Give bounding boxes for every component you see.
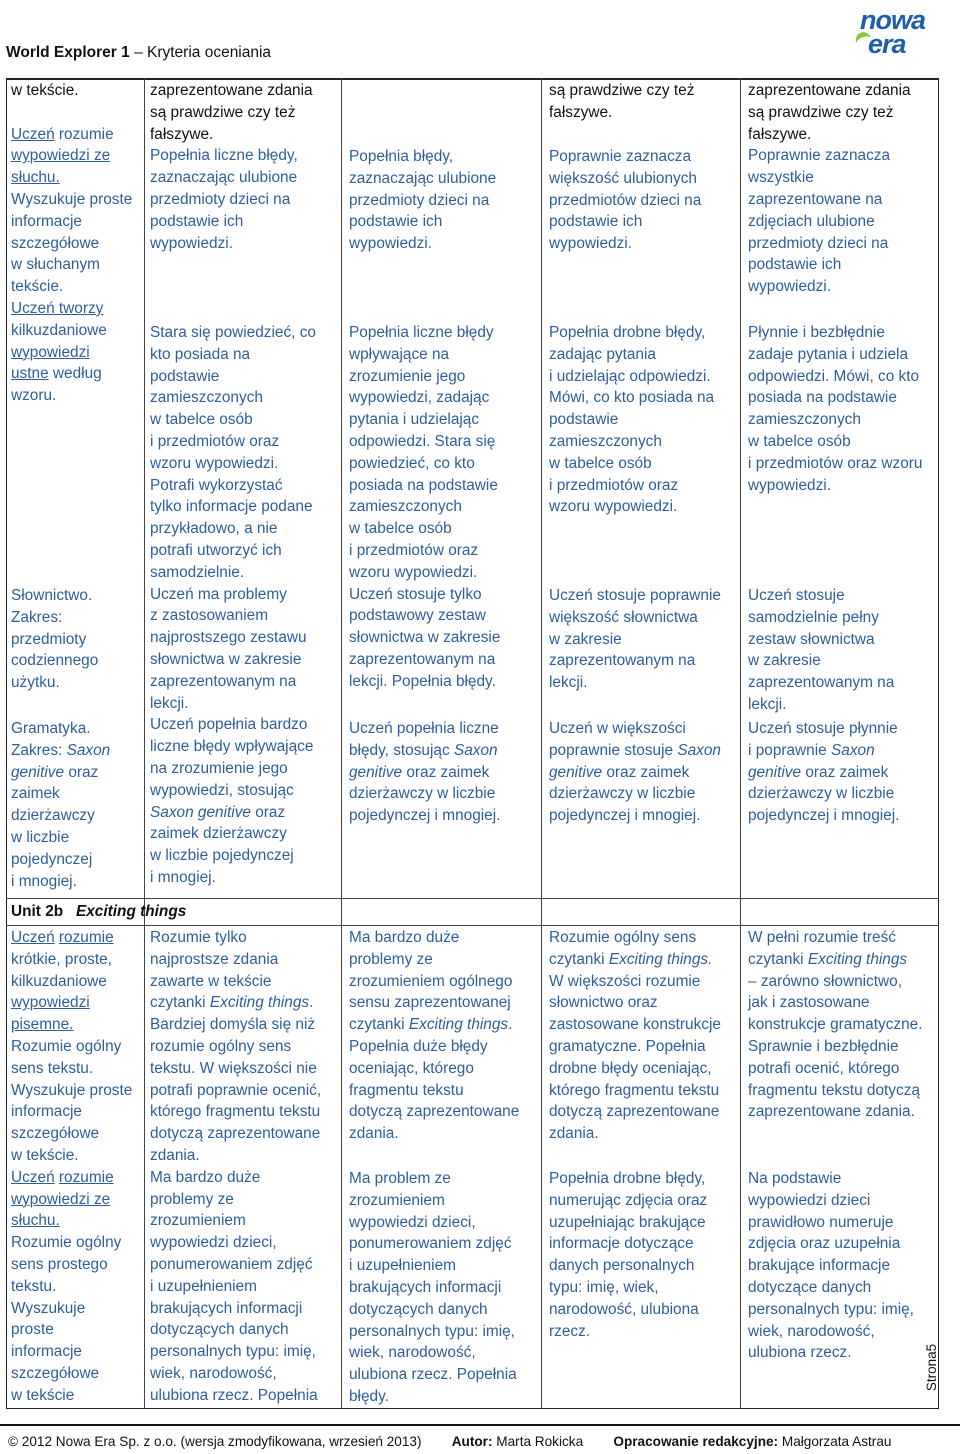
cell-line: wypowiedzi dzieci,: [150, 1234, 277, 1252]
cell-line: W pełni rozumie treść: [748, 929, 896, 946]
s1-col-grade3: [349, 146, 496, 255]
cell-line: lekcji.: [150, 694, 189, 712]
cell-line: sensu zaprezentowanej: [349, 994, 511, 1012]
cell-line: w tabelce osób: [150, 411, 253, 429]
cell-line: i poprawnie Saxon: [748, 741, 875, 759]
cell-line: Uczeń rozumie: [11, 125, 114, 143]
cell-line: konstrukcje gramatyczne.: [748, 1016, 923, 1034]
page-number: [924, 1340, 958, 1400]
cell-line: posiada na podstawie: [748, 389, 897, 407]
s2-col-topic: [11, 927, 132, 1407]
cell-line: podstawie ich: [349, 213, 443, 231]
cell-line: Uczeń w większości: [549, 720, 686, 737]
cell-line: Potrafi wykorzystać: [150, 476, 283, 494]
cell-line: szczegółowe: [11, 1125, 100, 1143]
cell-line: ulubiona rzecz. Popełnia: [349, 1366, 517, 1384]
cell-line: fałszywe.: [748, 125, 812, 143]
cell-line: oceniając, którego: [349, 1059, 474, 1077]
cell-line: wiek, narodowość,: [349, 1344, 476, 1362]
cell-line: Uczeń stosuje: [748, 587, 845, 604]
cell-line: którego fragmentu tekstu: [150, 1103, 321, 1121]
cell-line: potrafi poprawnie ocenić,: [150, 1081, 322, 1099]
cell-line: zaprezentowane zdania.: [748, 1103, 915, 1121]
cell-line: wiek, narodowość,: [150, 1364, 277, 1382]
cell-line: Uczeń stosuje płynnie: [748, 720, 898, 737]
cell-line: sens prostego: [11, 1255, 108, 1273]
cell-line: Poprawnie zaznacza: [549, 148, 692, 165]
cell-line: Ma bardzo duże: [150, 1168, 261, 1186]
page-number-label: Strona5: [924, 1343, 940, 1392]
cell-line: pojedynczej i mnogiej.: [748, 807, 900, 825]
cell-line: genitive oraz: [11, 763, 99, 781]
cell-line: w liczbie: [11, 828, 70, 846]
cell-line: potrafi utworzyć ich: [150, 541, 282, 559]
cell-line: i przedmiotów oraz: [349, 541, 479, 559]
document-title-sub: – Kryteria oceniania: [134, 44, 272, 61]
cell-line: drobne błędy oceniając,: [549, 1059, 712, 1077]
s1-col-grade5-speaking: [748, 322, 923, 496]
cell-line: dzierżawczy w liczbie: [349, 785, 496, 803]
cell-line: wzoru wypowiedzi.: [349, 563, 478, 581]
cell-line: w tabelce osób: [549, 454, 652, 472]
cell-line: – zarówno słownictwo,: [748, 972, 902, 990]
nowa-era-logo: [858, 6, 932, 66]
cell-line: personalnych typu: imię,: [748, 1300, 914, 1318]
cell-line: przedmioty: [11, 630, 87, 648]
cell-line: przykładowo, a nie: [150, 520, 278, 538]
cell-line: zaimek dzierżawczy: [150, 825, 287, 843]
cell-line: dzierżawczy w liczbie: [549, 785, 696, 803]
cell-line: dzierżawczy: [11, 807, 95, 825]
s1-col-grade2-speaking: [150, 322, 316, 889]
cell-line: szczegółowe: [11, 234, 100, 252]
cell-line: Poprawnie zaznacza: [748, 147, 891, 165]
cell-line: Wyszukuje: [11, 1299, 86, 1317]
cell-line: zaprezentowanym na: [549, 652, 696, 670]
cell-line: posiada na podstawie: [349, 476, 498, 494]
cell-line: najprostszego zestawu: [150, 629, 307, 647]
cell-line: lekcji. Popełnia błędy.: [349, 672, 496, 690]
cell-line: zamieszczonych: [349, 498, 462, 516]
page-footer: [0, 1410, 960, 1454]
cell-line: zdjęciach ulubione: [748, 212, 875, 230]
cell-line: Popełnia błędy,: [349, 148, 454, 165]
cell-line: Uczeń ma problemy: [150, 585, 287, 603]
s1-col-topic-vocab: [11, 585, 98, 694]
cell-line: zadaje pytania i udziela: [748, 345, 909, 363]
s2-col-grade5-listening: [748, 1168, 914, 1364]
cell-line: większość ulubionych: [549, 169, 697, 187]
s1-col-grade4-speaking: [549, 322, 714, 518]
cell-line: którego fragmentu tekstu: [549, 1081, 720, 1099]
cell-line: Zakres:: [11, 608, 63, 626]
cell-line: problemy ze: [349, 950, 433, 968]
cell-line: zrozumienie jego: [349, 367, 466, 385]
cell-line: tekstu. W większości nie: [150, 1059, 317, 1077]
cell-line: Ma problem ze: [349, 1170, 451, 1187]
cell-line: pytania i udzielając: [349, 411, 480, 429]
cell-line: Rozumie tylko: [150, 929, 247, 946]
cell-line: i mnogiej.: [11, 872, 77, 890]
cell-line: zdania.: [549, 1125, 599, 1143]
cell-line: wypowiedzi: [11, 994, 90, 1012]
s2-col-grade3-listening: [349, 1168, 517, 1408]
cell-line: wszystkie: [748, 169, 814, 187]
cell-line: najprostsze zdania: [150, 950, 279, 968]
unit-divider-top: [6, 898, 939, 899]
s1-col-grade4-listening: [549, 146, 701, 255]
column-divider: [740, 78, 741, 1408]
cell-line: wypowiedzi.: [549, 235, 632, 253]
cell-line: większość słownictwa: [549, 608, 698, 626]
page-header: [0, 0, 960, 78]
cell-line: czytanki Exciting things: [748, 950, 908, 968]
cell-line: wypowiedzi.: [748, 278, 831, 296]
cell-line: zdania.: [150, 1146, 200, 1164]
cell-line: proste: [11, 1321, 54, 1339]
cell-line: Rozumie ogólny sens: [549, 929, 697, 946]
cell-line: podstawowy zestaw: [349, 607, 486, 625]
cell-line: zamieszczonych: [549, 432, 662, 450]
cell-line: czytanki Exciting things.: [549, 950, 713, 968]
s1-col-grade3-grammar: [349, 718, 500, 827]
cell-line: wypowiedzi dzieci: [748, 1191, 871, 1209]
cell-line: i mnogiej.: [150, 868, 216, 886]
footer-author: Marta Rokicka: [496, 1434, 584, 1449]
cell-line: tylko informacje podane: [150, 498, 313, 516]
cell-line: dotyczących danych: [349, 1300, 488, 1318]
s1-col-grade5: [748, 80, 911, 298]
cell-line: dotyczące danych: [748, 1278, 872, 1296]
s1-col-grade4-grammar: [549, 718, 721, 827]
cell-line: wzoru wypowiedzi.: [549, 498, 678, 516]
cell-line: Na podstawie: [748, 1170, 842, 1187]
s1-col-grade5-vocab: [748, 585, 894, 716]
cell-line: Wyszukuje proste: [11, 1081, 133, 1099]
cell-line: podstawie: [549, 411, 619, 429]
cell-line: słownictwo oraz: [549, 994, 658, 1012]
cell-line: wypowiedzi ze: [11, 147, 111, 165]
cell-line: wypowiedzi ze: [11, 1190, 111, 1208]
cell-line: ponumerowaniem zdjęć: [349, 1235, 512, 1253]
cell-line: genitive oraz zaimek: [349, 763, 490, 781]
s2-col-grade4: [549, 927, 721, 1145]
cell-line: i uzupełnieniem: [349, 1257, 456, 1275]
cell-line: pojedynczej i mnogiej.: [349, 807, 501, 825]
cell-line: zaznaczając ulubione: [349, 169, 497, 187]
cell-line: fałszywe.: [150, 125, 214, 143]
cell-line: uzupełniając brakujące: [549, 1213, 706, 1231]
cell-line: Sprawnie i bezbłędnie: [748, 1037, 899, 1055]
cell-line: w tekście.: [11, 1146, 79, 1164]
cell-line: zamieszczonych: [748, 411, 861, 429]
cell-line: wypowiedzi: [11, 343, 90, 361]
cell-line: zadając pytania: [549, 345, 656, 363]
cell-line: fałszywe.: [549, 103, 613, 121]
cell-line: wypowiedzi, zadając: [349, 389, 490, 407]
s1-col-topic-grammar: [11, 718, 110, 892]
cell-line: Uczeń popełnia liczne: [349, 720, 499, 737]
cell-line: w tekście: [11, 1386, 75, 1404]
logo-text-era: era: [868, 29, 906, 59]
cell-line: jak i zastosowane: [748, 994, 870, 1012]
cell-line: błędy.: [349, 1387, 389, 1405]
cell-line: szczegółowe: [11, 1364, 100, 1382]
cell-line: Uczeń rozumie: [11, 929, 114, 946]
cell-line: w słuchanym: [11, 256, 100, 274]
s1-col-grade4: [549, 80, 694, 124]
cell-line: pisemne.: [11, 1016, 74, 1034]
cell-line: wypowiedzi.: [748, 476, 831, 494]
cell-line: zawarte w tekście: [150, 972, 272, 990]
cell-line: rozumie ogólny sens: [150, 1037, 292, 1055]
cell-line: są prawdziwe czy też: [150, 103, 296, 121]
cell-line: są prawdziwe czy też: [748, 103, 894, 121]
cell-line: krótkie, proste,: [11, 950, 112, 968]
cell-line: zaprezentowanym na: [748, 674, 895, 692]
footer-text: [8, 1434, 891, 1449]
cell-line: wypowiedzi dzieci,: [349, 1213, 476, 1231]
cell-line: genitive oraz zaimek: [549, 763, 690, 781]
cell-line: użytku.: [11, 674, 60, 692]
cell-line: Wyszukuje proste: [11, 190, 133, 208]
cell-line: fragmentu tekstu: [349, 1081, 464, 1099]
cell-line: słuchu.: [11, 1212, 60, 1230]
cell-line: wiek, narodowość,: [748, 1322, 875, 1340]
cell-line: problemy ze: [150, 1190, 234, 1208]
cell-line: poprawnie stosuje Saxon: [549, 741, 721, 759]
cell-line: podstawie ich: [150, 212, 244, 230]
cell-line: w tabelce osób: [748, 432, 851, 450]
s2-col-grade2: [150, 927, 321, 1407]
cell-line: Bardziej domyśla się niż: [150, 1016, 316, 1034]
cell-line: informacje: [11, 1343, 82, 1361]
cell-line: i przedmiotów oraz: [150, 432, 280, 450]
cell-line: ulubiona rzecz.: [748, 1344, 852, 1362]
s1-col-grade2: [150, 80, 313, 254]
cell-line: personalnych typu: imię,: [150, 1343, 316, 1361]
column-divider: [341, 78, 342, 1408]
cell-line: wzoru wypowiedzi.: [150, 454, 279, 472]
cell-line: brakujących informacji: [349, 1278, 502, 1296]
cell-line: sens tekstu.: [11, 1059, 94, 1077]
s1-col-grade5-grammar: [748, 718, 899, 827]
cell-line: wzoru.: [11, 387, 57, 405]
cell-line: zaprezentowane zdania: [748, 82, 911, 99]
cell-line: zastosowane konstrukcje: [549, 1016, 721, 1034]
cell-line: kto posiada na: [150, 345, 251, 363]
cell-line: Uczeń tworzy: [11, 299, 104, 317]
cell-line: odpowiedzi. Mówi, co kto: [748, 367, 920, 385]
cell-line: numerując zdjęcia oraz: [549, 1191, 708, 1209]
cell-line: w zakresie: [549, 630, 622, 648]
cell-line: podstawie ich: [748, 256, 842, 274]
cell-line: rzecz.: [549, 1322, 591, 1340]
cell-line: lekcji.: [748, 695, 787, 713]
cell-line: Uczeń stosuje tylko: [349, 585, 482, 603]
cell-line: czytanki Exciting things.: [150, 994, 314, 1012]
cell-line: przedmioty dzieci na: [349, 191, 490, 209]
cell-line: prawidłowo numeruje: [748, 1213, 894, 1231]
cell-line: informacje: [11, 1103, 82, 1121]
cell-line: Mówi, co kto posiada na: [549, 389, 715, 407]
cell-line: samodzielnie pełny: [748, 608, 879, 626]
document-title-main: World Explorer 1: [6, 44, 130, 61]
cell-line: ponumerowaniem zdjęć: [150, 1255, 313, 1273]
cell-line: zaprezentowane zdania: [150, 82, 313, 99]
cell-line: Popełnia drobne błędy,: [549, 324, 706, 341]
cell-line: zdania.: [349, 1125, 399, 1143]
cell-line: Rozumie ogólny: [11, 1037, 122, 1055]
cell-line: zestaw słownictwa: [748, 630, 875, 648]
cell-line: Słownictwo.: [11, 587, 93, 604]
cell-line: dzierżawczy w liczbie: [748, 785, 895, 803]
cell-line: wypowiedzi, stosując: [150, 781, 294, 799]
cell-line: codziennego: [11, 652, 99, 670]
cell-line: Gramatyka.: [11, 720, 91, 737]
s2-col-grade4-listening: [549, 1168, 707, 1342]
unit-label: Unit 2b: [11, 903, 64, 920]
cell-line: zaimek: [11, 785, 60, 803]
footer-author-label: Autor:: [451, 1434, 493, 1449]
cell-line: Ma bardzo duże: [349, 929, 460, 946]
s2-col-grade3: [349, 927, 519, 1145]
document-title: [6, 44, 271, 62]
cell-line: dotyczą zaprezentowane: [150, 1125, 321, 1143]
cell-line: i uzupełnieniem: [150, 1277, 257, 1295]
cell-line: Rozumie ogólny: [11, 1234, 122, 1252]
cell-line: Popełnia liczne błędy,: [150, 147, 298, 165]
cell-line: Saxon genitive oraz: [150, 803, 286, 821]
cell-line: i udzielając odpowiedzi.: [549, 367, 711, 385]
footer-editor: Małgorzata Astrau: [781, 1434, 892, 1449]
cell-line: podstawie: [150, 367, 220, 385]
cell-line: dotyczą zaprezentowane: [349, 1103, 520, 1121]
s1-col-topic: [11, 80, 132, 407]
cell-line: [11, 102, 132, 124]
cell-line: w liczbie pojedynczej: [150, 847, 294, 865]
cell-line: Zakres: Saxon: [11, 741, 111, 759]
cell-line: samodzielnie.: [150, 563, 245, 581]
cell-line: liczne błędy wpływające: [150, 738, 314, 756]
cell-line: gramatyczne. Popełnia: [549, 1037, 706, 1055]
cell-line: kilkuzdaniowe: [11, 321, 107, 339]
cell-line: są prawdziwe czy też: [549, 82, 695, 99]
cell-line: i przedmiotów oraz: [549, 476, 679, 494]
cell-line: personalnych typu: imię,: [349, 1322, 515, 1340]
cell-line: zaprezentowanym na: [349, 650, 496, 668]
cell-line: danych personalnych: [549, 1257, 695, 1275]
s2-col-grade5: [748, 927, 923, 1123]
cell-line: Uczeń stosuje poprawnie: [549, 587, 721, 604]
cell-line: powiedzieć, co kto: [349, 454, 475, 472]
cell-line: zaprezentowane na: [748, 190, 883, 208]
footer-divider: [0, 1424, 960, 1426]
s1-col-grade3-speaking: [349, 322, 500, 693]
column-divider: [144, 78, 145, 1408]
cell-line: Popełnia duże błędy: [349, 1037, 488, 1055]
cell-line: na zrozumienie jego: [150, 759, 288, 777]
cell-line: słownictwa w zakresie: [150, 650, 302, 668]
cell-line: przedmiotów dzieci na: [549, 191, 702, 209]
cell-line: wypowiedzi.: [349, 235, 432, 253]
cell-line: informacje dotyczące: [549, 1235, 694, 1253]
cell-line: w zakresie: [748, 652, 821, 670]
cell-line: zrozumieniem: [349, 1191, 445, 1209]
unit-title: Exciting things: [75, 903, 187, 920]
cell-line: brakujących informacji: [150, 1299, 303, 1317]
cell-line: czytanki Exciting things.: [349, 1016, 513, 1034]
cell-line: ustne według: [11, 365, 102, 383]
cell-line: W większości rozumie: [549, 972, 701, 990]
cell-line: Uczeń popełnia bardzo: [150, 716, 308, 734]
cell-line: Płynnie i bezbłędnie: [748, 324, 885, 341]
cell-line: odpowiedzi. Stara się: [349, 432, 496, 450]
unit-divider-bottom: [6, 925, 939, 926]
cell-line: zrozumieniem: [150, 1212, 246, 1230]
cell-line: wpływające na: [349, 345, 450, 363]
cell-line: słownictwa w zakresie: [349, 629, 501, 647]
cell-line: potrafi ocenić, którego: [748, 1059, 900, 1077]
cell-line: przedmioty dzieci na: [150, 190, 291, 208]
cell-line: pojedynczej: [11, 850, 93, 868]
cell-line: i przedmiotów oraz wzoru: [748, 454, 923, 472]
logo-text-nowa: nowa: [860, 5, 926, 35]
cell-line: w tabelce osób: [349, 520, 452, 538]
cell-line: kilkuzdaniowe: [11, 972, 107, 990]
cell-line: brakujące informacje: [748, 1257, 891, 1275]
cell-line: dotyczą zaprezentowane: [549, 1103, 720, 1121]
cell-line: fragmentu tekstu dotyczą: [748, 1081, 920, 1099]
cell-line: genitive oraz zaimek: [748, 763, 889, 781]
column-divider: [541, 78, 542, 1408]
cell-line: zaznaczając ulubione: [150, 169, 298, 187]
cell-line: tekstu.: [11, 1277, 57, 1295]
cell-line: informacje: [11, 212, 82, 230]
cell-line: w tekście.: [11, 82, 79, 99]
cell-line: typu: imię, wiek,: [549, 1278, 659, 1296]
cell-line: dotyczących danych: [150, 1321, 289, 1339]
footer-copyright: © 2012 Nowa Era Sp. z o.o. (wersja zmodyfikowana, wrzesień 2013): [8, 1434, 422, 1449]
cell-line: zaprezentowanym na: [150, 672, 297, 690]
cell-line: narodowość, ulubiona: [549, 1300, 699, 1318]
cell-line: Popełnia drobne błędy,: [549, 1170, 706, 1187]
cell-line: zrozumieniem ogólnego: [349, 972, 513, 990]
cell-line: Popełnia liczne błędy: [349, 324, 494, 341]
cell-line: lekcji.: [549, 674, 588, 692]
cell-line: przedmioty dzieci na: [748, 234, 889, 252]
cell-line: tekście.: [11, 278, 64, 296]
cell-line: z zastosowaniem: [150, 607, 269, 625]
cell-line: zdjęcia oraz uzupełnia: [748, 1235, 901, 1253]
cell-line: Stara się powiedzieć, co: [150, 324, 316, 341]
cell-line: pojedynczej i mnogiej.: [549, 807, 701, 825]
cell-line: zamieszczonych: [150, 389, 263, 407]
unit-heading: [11, 903, 186, 921]
cell-line: podstawie ich: [549, 213, 643, 231]
footer-editor-label: Opracowanie redakcyjne:: [613, 1434, 779, 1449]
cell-line: ulubiona rzecz. Popełnia: [150, 1386, 318, 1404]
cell-line: wypowiedzi.: [150, 234, 233, 252]
cell-line: słuchu.: [11, 169, 60, 187]
cell-line: błędy, stosując Saxon: [349, 741, 498, 759]
s1-col-grade4-vocab: [549, 585, 721, 694]
cell-line: Uczeń rozumie: [11, 1168, 114, 1186]
